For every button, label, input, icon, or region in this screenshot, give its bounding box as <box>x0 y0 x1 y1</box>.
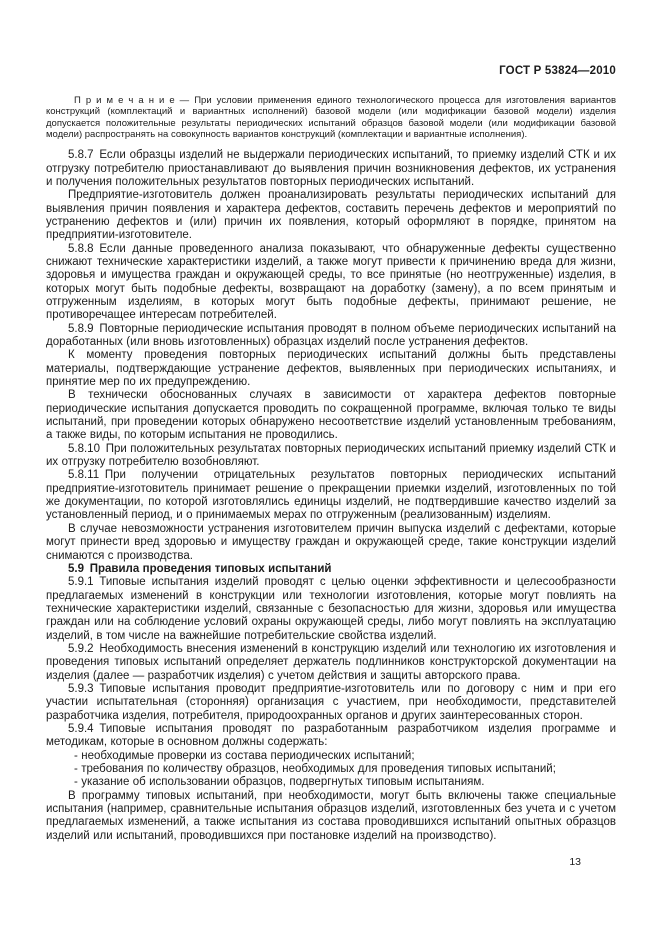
running-header <box>46 64 616 78</box>
paragraph-5-8-7: 5.8.7 Если образцы изделий не выдержали периодических испытаний, то приемку изделий СТК и их отгрузку потребителю приостанавливают до выявления причин возникновения дефектов, их устранения и получения положительных результатов повторных периодических испытаний. <box>46 149 616 188</box>
list-item-3: - указание об использовании образцов, подвергнутых типовым испытаниям. <box>74 776 485 789</box>
paragraph-5-8-11: 5.8.11 При получении отрицательных результатов повторных периодических испытаний предприятие-изготовитель принимает решение о прекращении приемки изделий, изготовленных по той же документации, по которой изготовлялись единицы изделий, не подтвердившие качество изделий за установленный период, и о принимаемых мерах по отгруженным (реализованным) изделиям. <box>46 469 616 522</box>
paragraph-5-8-9: 5.8.9 Повторные периодические испытания проводят в полном объеме периодических испытаний на доработанных (или вновь изготовленных) образцах изделий после устранения дефектов. <box>46 322 616 348</box>
paragraph-5-9-1: 5.9.1 Типовые испытания изделий проводят с целью оценки эффективности и целесообразности предлагаемых изменений в конструкции или технологии изготовления, которые могут повлиять на технические характеристики изделий, связанные с безопасностью для жизни, здоровья или имущества граждан или на соблюдение условий охраны окружающей среды, либо могут повлиять на эксплуатацию изделий, в том числе на важнейшие потребительские свойства изделий. <box>46 576 616 642</box>
paragraph-5-8-8: 5.8.8 Если данные проведенного анализа показывают, что обнаруженные дефекты существенно снижают технические характеристики изделий, а также могут привести к причинению вреда для жизни, здоровья и имущества граждан и окружающей среды, то все принятые (но неотгруженные) изделия, в которых могут быть подобные дефекты, возвращают на доработку (замену), а по всем принятым и отгруженным изделиям, в которых могут быть подобные дефекты, принимают решение, не противоречащее интересам потребителей. <box>46 242 616 322</box>
paragraph-5-9-4-continuation: В программу типовых испытаний, при необходимости, могут быть включены также специальные испытания (например, сравнительные испытания образцов изделий, изготовленных без учета и с учетом предлагаемых изменений, а также испытания из состава проводившихся испытаний опытных образцов изделий или испытаний, проводившихся при постановке изделий на производство). <box>46 789 616 842</box>
paragraph-5-9-3: 5.9.3 Типовые испытания проводит предприятие-изготовитель или по договору с ним и при его участии испытательная (сторонняя) организация с участием, при необходимости, представителей разработчика изделия, потребителя, природоохранных органов и других заинтересованных сторон. <box>46 682 616 722</box>
paragraph-5-8-9-continuation-2: В технически обоснованных случаях в зависимости от характера дефектов повторные периодические испытания допускается проводить по сокращенной программе, включая только те виды испытаний, при проведении которых обнаружено несоответствие изделий установленным требованиям, а также виды, по которым испытания не проводились. <box>46 389 616 442</box>
paragraph-5-8-9-continuation-1: К моменту проведения повторных периодических испытаний должны быть представлены материалы, подтверждающие устранение дефектов, выявленных при периодических испытаниях, и принятие мер по их предупреждению. <box>46 349 616 389</box>
paragraph-5-8-7-continuation: Предприятие-изготовитель должен проанализировать результаты периодических испытаний для выявления причин появления и характера дефектов, составить перечень дефектов и мероприятий по устранению дефектов и (или) причин их появления, который оформляют в порядке, принятом на предприятии-изготовителе. <box>46 189 616 242</box>
paragraph-5-8-10: 5.8.10 При положительных результатах повторных периодических испытаний приемку изделий СТК и их отгрузку потребителю возобновляют. <box>46 442 616 469</box>
paragraph-5-8-11-continuation: В случае невозможности устранения изготовителем причин выпуска изделий с дефектами, которые могут принести вред здоровью и имуществу граждан и окружающей среде, такие конструкции изделий снимаются с производства. <box>46 522 616 562</box>
list-item-2: - требования по количеству образцов, необходимых для проведения типовых испытаний; <box>74 763 556 775</box>
paragraph-5-9-2: 5.9.2 Необходимость внесения изменений в конструкцию изделий или технологию их изготовления и проведения типовых испытаний определяет держатель подлинников конструкторской документации на изделия (далее — разработчик изделия) с учетом действия и защиты авторского права. <box>46 642 616 682</box>
page-content <box>46 95 616 843</box>
note-paragraph: П р и м е ч а н и е — При условии применения единого технологического процесса для изготовления вариантов конструкций (комплектаций и вариантных исполнений) базовой модели (или модификации базовой модели) изделия допускается положительные результаты периодических испытаний образцов базовой модели (или модификации базовой модели) распространять на совокупность вариантов конструкций (комплектации и вариантные исполнения). <box>46 95 616 140</box>
page-number: 13 <box>569 856 581 868</box>
list-item-1: - необходимые проверки из состава периодических испытаний; <box>74 749 415 762</box>
paragraph-5-9-4: 5.9.4 Типовые испытания проводят по разработанным разработчиком изделия программе и методикам, которые в основном должны содержать: <box>46 722 616 749</box>
heading-5-9: 5.9 Правила проведения типовых испытаний <box>68 562 332 575</box>
document-code: ГОСТ Р 53824—2010 <box>499 65 616 77</box>
